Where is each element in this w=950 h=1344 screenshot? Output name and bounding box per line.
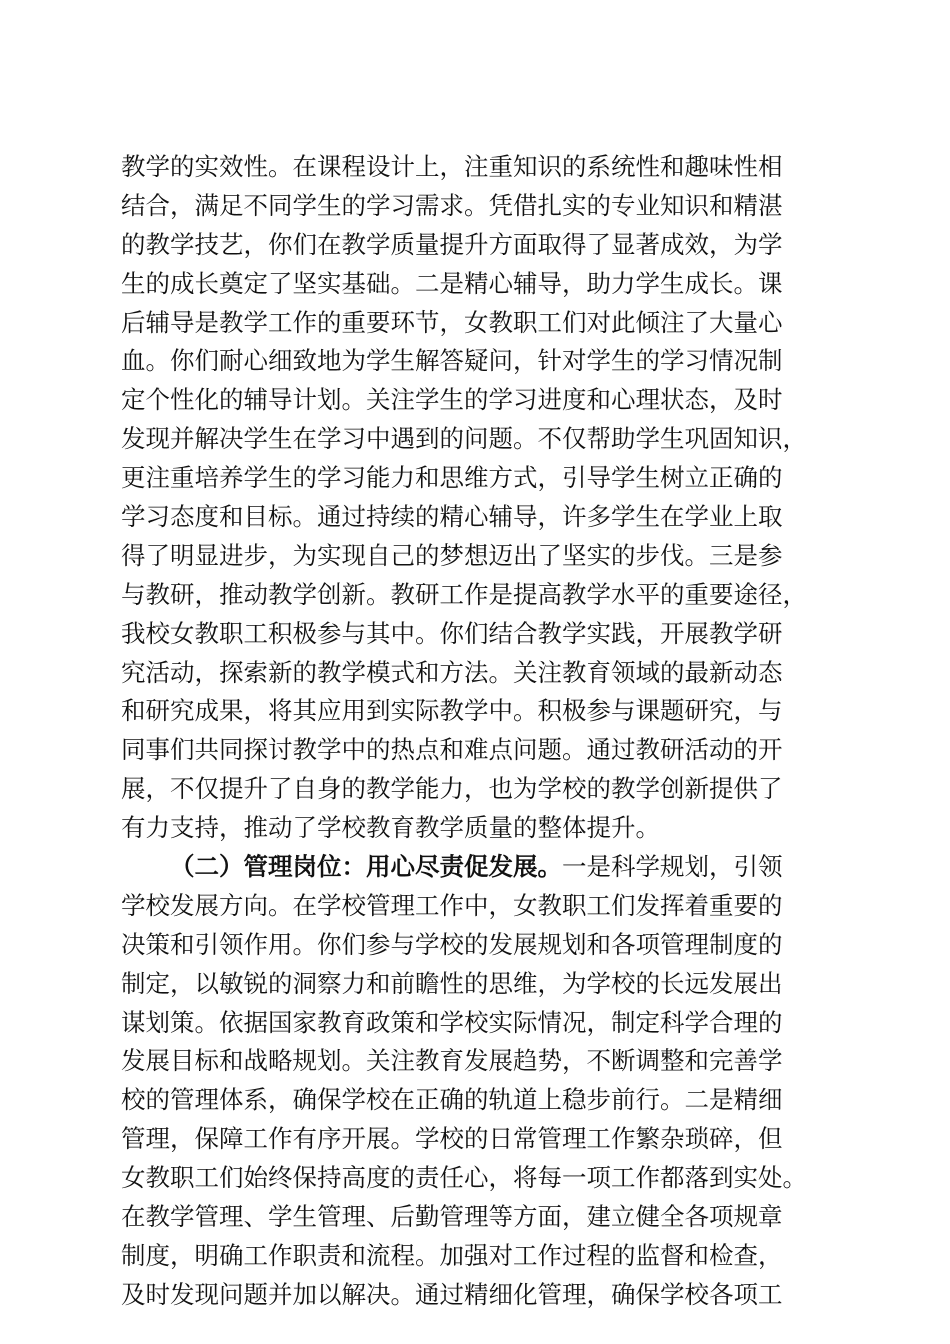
text-line: 教学的实效性。在课程设计上，注重知识的系统性和趣味性相: [121, 152, 783, 181]
text-line: 及时发现问题并加以解决。通过精细化管理，确保学校各项工: [121, 1279, 783, 1309]
text-line-rest: 一是科学规划，引领: [562, 852, 783, 882]
text-line: 与教研，推动教学创新。教研工作是提高教学水平的重要途径，: [121, 579, 807, 609]
text-line: 的教学技艺，你们在教学质量提升方面取得了显著成效，为学: [121, 229, 783, 259]
text-line: 我校女教职工积极参与其中。你们结合教学实践，开展教学研: [121, 618, 783, 648]
section-heading-line: [121, 848, 841, 887]
text-line: 和研究成果，将其应用到实际教学中。积极参与课题研究，与: [121, 696, 783, 726]
text-line: 制度，明确工作职责和流程。加强对工作过程的监督和检查，: [121, 1240, 783, 1270]
text-line: 定个性化的辅导计划。关注学生的学习进度和心理状态，及时: [121, 385, 783, 415]
paragraph-management: [121, 848, 841, 1315]
section-heading: （二）管理岗位：用心尽责促发展。: [170, 852, 562, 882]
text-line: 究活动，探索新的教学模式和方法。关注教育领域的最新动态: [121, 657, 783, 687]
text-line: 决策和引领作用。你们参与学校的发展规划和各项管理制度的: [121, 929, 783, 959]
text-line: 结合，满足不同学生的学习需求。凭借扎实的专业知识和精湛: [121, 190, 783, 220]
text-line: 谋划策。依据国家教育政策和学校实际情况，制定科学合理的: [121, 1007, 783, 1037]
text-line: 制定，以敏锐的洞察力和前瞻性的思维，为学校的长远发展出: [121, 968, 783, 998]
text-line: 有力支持，推动了学校教育教学质量的整体提升。: [121, 813, 660, 843]
text-line: 发展目标和战略规划。关注教育发展趋势，不断调整和完善学: [121, 1046, 783, 1076]
text-line: 发现并解决学生在学习中遇到的问题。不仅帮助学生巩固知识，: [121, 424, 807, 454]
text-line: 校的管理体系，确保学校在正确的轨道上稳步前行。二是精细: [121, 1085, 783, 1115]
text-line: 血。你们耐心细致地为学生解答疑问，针对学生的学习情况制: [121, 346, 783, 376]
paragraph-teaching: [121, 148, 841, 848]
text-line: 展，不仅提升了自身的教学能力，也为学校的教学创新提供了: [121, 774, 783, 804]
document-body: [121, 148, 841, 1315]
text-line: 学校发展方向。在学校管理工作中，女教职工们发挥着重要的: [121, 890, 783, 920]
text-line: 学习态度和目标。通过持续的精心辅导，许多学生在学业上取: [121, 502, 783, 532]
text-line: 同事们共同探讨教学中的热点和难点问题。通过教研活动的开: [121, 735, 783, 765]
text-line: 在教学管理、学生管理、后勤管理等方面，建立健全各项规章: [121, 1202, 783, 1232]
text-line: 女教职工们始终保持高度的责任心，将每一项工作都落到实处。: [121, 1163, 807, 1193]
text-line: 得了明显进步，为实现自己的梦想迈出了坚实的步伐。三是参: [121, 540, 783, 570]
text-line: 后辅导是教学工作的重要环节，女教职工们对此倾注了大量心: [121, 307, 783, 337]
text-line: 管理，保障工作有序开展。学校的日常管理工作繁杂琐碎，但: [121, 1124, 783, 1154]
text-line: 更注重培养学生的学习能力和思维方式，引导学生树立正确的: [121, 463, 783, 493]
text-line: 生的成长奠定了坚实基础。二是精心辅导，助力学生成长。课: [121, 268, 783, 298]
